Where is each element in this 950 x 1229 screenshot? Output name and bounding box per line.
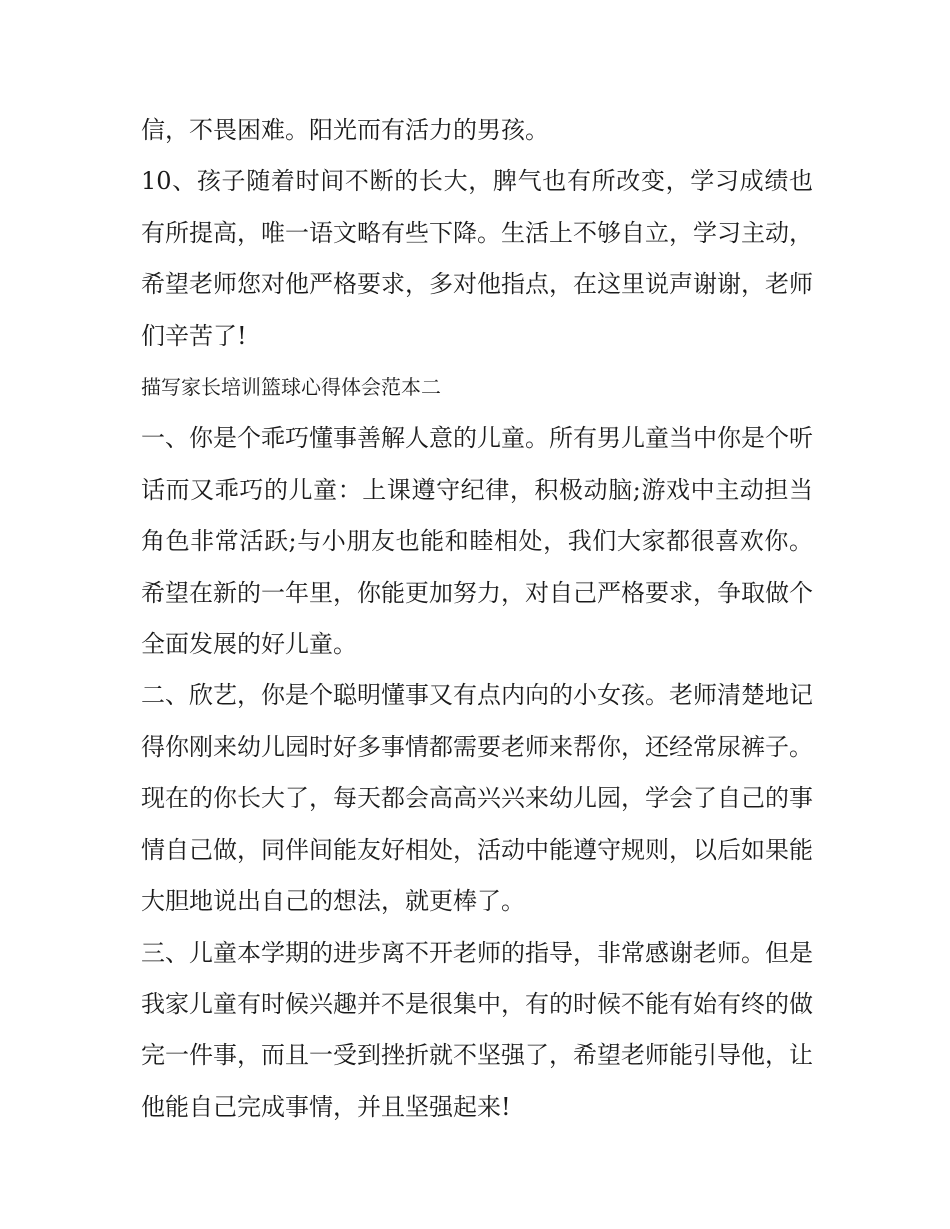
paragraph-item-10: 10、孩子随着时间不断的长大，脾气也有所改变，学习成绩也有所提高，唯一语文略有些下降。生活上不够自立，学习主动，希望老师您对他严格要求，多对他指点，在这里说声谢谢，老师们辛苦了! xyxy=(141,167,813,350)
paragraph-item-3: 三、儿童本学期的进步离不开老师的指导，非常感谢老师。但是我家儿童有时候兴趣并不是很集中，有的时候不能有始有终的做完一件事，而且一受到挫折就不坚强了，希望老师能引导他，让他能自己完成事情，并且坚强起来! xyxy=(141,938,813,1121)
document-body xyxy=(141,105,813,1133)
paragraph-continuation: 信，不畏困难。阳光而有活力的男孩。 xyxy=(141,116,549,144)
paragraph-item-2: 二、欣艺，你是个聪明懂事又有点内向的小女孩。老师清楚地记得你刚来幼儿园时好多事情都需要老师来帮你，还经常尿裤子。现在的你长大了，每天都会高高兴兴来幼儿园，学会了自己的事情自己做，同伴间能友好相处，活动中能遵守规则，以后如果能大胆地说出自己的想法，就更棒了。 xyxy=(141,681,813,916)
paragraph-item-1: 一、你是个乖巧懂事善解人意的儿童。所有男儿童当中你是个听话而又乖巧的儿童：上课遵守纪律，积极动脑;游戏中主动担当角色非常活跃;与小朋友也能和睦相处，我们大家都很喜欢你。希望在新的一年里，你能更加努力，对自己严格要求，争取做个全面发展的好儿童。 xyxy=(141,424,813,659)
section-heading: 描写家长培训篮球心得体会范本二 xyxy=(141,375,441,400)
